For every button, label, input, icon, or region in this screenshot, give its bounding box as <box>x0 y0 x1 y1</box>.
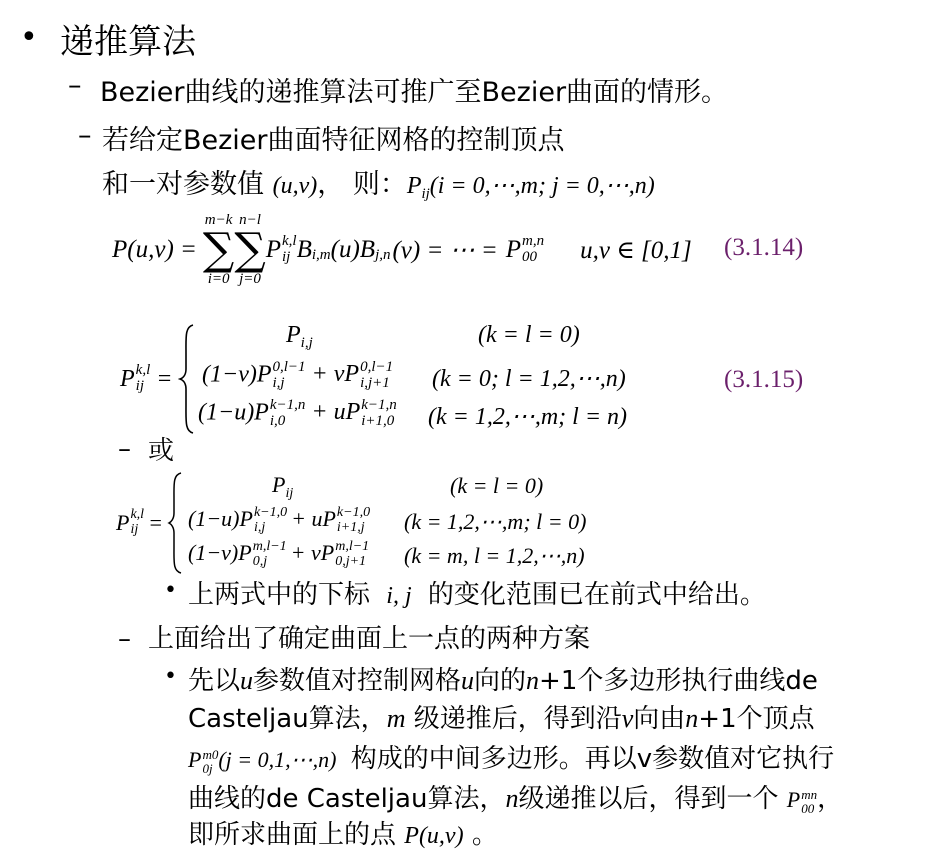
sigma-icon: ∑ <box>234 224 266 275</box>
note2-l2-n: n <box>685 704 699 733</box>
sum2-bot: j=0 <box>239 271 261 287</box>
note2-l3-sup: m0 <box>202 747 219 763</box>
note2-l3-sub: 0j <box>202 760 213 776</box>
eq315-row2-b-sub: i,j+1 <box>360 374 390 391</box>
dash-marker: – <box>68 70 82 101</box>
equation-3-1-15 <box>120 322 196 436</box>
eq315-row3-b-sub: i+1,0 <box>361 412 395 429</box>
or-text: 或 <box>148 436 175 466</box>
alt-row3 <box>188 540 369 570</box>
note2-line1 <box>188 660 818 697</box>
note2-l1-d: +1个多边形执行曲线de <box>539 666 818 696</box>
note1-math: i, j <box>386 583 412 609</box>
eq314-term-p-sub: ij <box>282 249 291 265</box>
eq314-term-p: P <box>265 236 282 263</box>
note2-l3-range: (j = 0,1,⋯,n) <box>218 747 337 772</box>
dash-marker: – <box>78 120 92 151</box>
dash-marker: – <box>118 434 131 464</box>
eq314-b1-arg: (u) <box>330 236 360 263</box>
eq315-row2-a-sub: i,j <box>272 374 285 391</box>
equation-3-1-14: P(u,v) = m−k ∑ i=0 n−l ∑ j=0 P k,l ij B $_{i,m}$ (u) B $_{j,n}$ (v) = ⋯ = P m,n 00 u,v ∈ [0,1] <box>112 212 692 287</box>
sum1 <box>203 213 234 287</box>
alt-row2-a: (1−u)P <box>188 506 253 531</box>
eq314-lhs: P(u,v) = <box>112 236 197 263</box>
item2-line1: 若给定Bezier曲面特征网格的控制顶点 <box>102 125 565 156</box>
eq315-eq: = <box>156 365 173 392</box>
note2-l2-a: Casteljau算法， <box>188 704 387 734</box>
sigma-icon: ∑ <box>202 224 235 275</box>
left-brace-icon <box>178 323 196 435</box>
eq315-row2-cond: (k = 0; l = 1,2,⋯,n) <box>432 366 626 392</box>
left-brace-icon <box>167 471 183 575</box>
alt-row2-b-sup: k−1,0 <box>336 505 371 521</box>
eq315-lhs-sup: k,l <box>135 362 151 379</box>
pij-sub: ij <box>421 186 430 203</box>
note1-text-a: 上两式中的下标 <box>188 580 371 610</box>
eq314-result-sup: m,n <box>522 233 545 250</box>
alt-row3-a: (1−v)P <box>188 540 252 565</box>
note2-l4-sup: mn <box>801 787 818 803</box>
alt-row3-b-sup: m,l−1 <box>335 539 370 555</box>
note2-l4-b: 级递推以后，得到一个 <box>518 784 779 814</box>
eq314-b2-arg: (v) = ⋯ = <box>392 237 498 264</box>
uv-math: (u,v) <box>272 173 318 199</box>
eq315-row3-cond: (k = 1,2,⋯,m; l = n) <box>428 404 628 430</box>
alt-row2 <box>188 506 370 536</box>
note2-l1-a: 先以 <box>188 666 241 696</box>
note2-l3-p: P <box>188 747 202 772</box>
alt-lhs-sup: k,l <box>130 507 145 523</box>
note2-line4 <box>188 778 843 816</box>
eq315-row3-b: + uP <box>311 399 361 426</box>
equation-number: (3.1.15) <box>724 366 804 393</box>
note2-line3 <box>188 738 834 776</box>
pij-base: P <box>406 173 422 199</box>
alt-row2-b-sub: i+1,j <box>336 519 365 535</box>
eq314-b1: B <box>296 236 312 263</box>
pij-range: (i = 0,⋯,m; j = 0,⋯,n) <box>429 173 655 199</box>
note2-l1-b: 参数值对控制网格 <box>253 666 462 696</box>
eq315-row3 <box>198 398 397 430</box>
alt-row1-p: P <box>272 472 286 497</box>
eq315-lhs-p: P <box>120 365 135 392</box>
alt-row2-a-sup: k−1,0 <box>253 505 288 521</box>
alt-row2-a-sub: i,j <box>253 519 266 535</box>
note2-l4-a: 曲线的de Casteljau算法， <box>188 784 506 814</box>
equation-alt <box>116 470 183 576</box>
note2-line2 <box>188 698 815 735</box>
eq314-domain: u,v ∈ [0,1] <box>580 237 692 264</box>
alt-eq: = <box>148 510 163 535</box>
note2-l1-u: u <box>240 666 254 695</box>
alt-lhs-p: P <box>116 510 130 535</box>
alt-row3-a-sub: 0,j <box>252 553 268 569</box>
eq315-row1-sub: i,j <box>300 335 313 352</box>
note2-l4-sub: 00 <box>801 800 815 816</box>
note2-l1-u2: u <box>461 666 475 695</box>
note2-l2-m: m <box>386 704 406 733</box>
note2-l2-c: 向由 <box>633 704 686 734</box>
note2-l4-p: P <box>786 787 801 812</box>
eq314-result-sub: 00 <box>522 249 538 265</box>
eq315-row2-b-sup: 0,l−1 <box>360 359 394 375</box>
sum1-top: m−k <box>204 212 233 228</box>
eq315-row2-b: + vP <box>311 361 360 388</box>
eq315-row1 <box>286 322 313 352</box>
eq315-row2-a: (1−v)P <box>202 361 272 388</box>
eq314-result: P <box>505 236 522 263</box>
eq315-row3-a-sup: k−1,n <box>269 397 306 413</box>
note2-l5-a: 即所求曲面上的点 <box>188 820 397 850</box>
item2-line2-prefix: 和一对参数值 <box>102 169 264 200</box>
note2-line5 <box>188 814 498 851</box>
alt-row2-b: + uP <box>291 506 336 531</box>
eq314-b2: B <box>359 236 376 263</box>
note2-l2-b: 级递推后，得到沿 <box>405 704 622 734</box>
item1-text: Bezier曲线的递推算法可推广至Bezier曲面的情形。 <box>100 77 729 108</box>
alt-row3-b: + vP <box>290 540 335 565</box>
alt-lhs-sub: ij <box>130 522 139 537</box>
sum1-bot: i=0 <box>207 271 230 287</box>
bullet-marker: • <box>164 664 177 689</box>
note2-l2-v: v <box>621 704 634 733</box>
item2-then: 则： <box>352 169 407 200</box>
bullet-marker: • <box>20 20 38 55</box>
alt-row1-cond: (k = l = 0) <box>450 473 544 498</box>
note2-l1-c: 向的 <box>474 666 527 696</box>
item2-line2 <box>102 162 655 201</box>
alt-row3-b-sub: 0,j+1 <box>335 553 367 569</box>
note2-l3-text: 构成的中间多边形。再以v参数值对它执行 <box>350 744 835 774</box>
eq315-row3-b-sup: k−1,n <box>361 397 397 413</box>
eq315-row3-a: (1−u)P <box>198 399 269 426</box>
note2-l5-b: 。 <box>471 820 498 850</box>
alt-row1 <box>272 472 294 501</box>
eq315-row3-a-sub: i,0 <box>269 412 286 429</box>
alt-row2-cond: (k = 1,2,⋯,m; l = 0) <box>404 509 587 534</box>
dash-marker: – <box>118 624 131 654</box>
eq315-row2 <box>202 360 393 392</box>
eq315-row1-cond: (k = l = 0) <box>478 322 580 348</box>
note2-l4-n: n <box>505 784 519 813</box>
note2-l1-n: n <box>526 666 540 695</box>
note1-text-b: 的变化范围已在前式中给出。 <box>427 580 766 610</box>
alt-row3-cond: (k = m, l = 1,2,⋯,n) <box>404 543 585 568</box>
eq314-term-p-sup: k,l <box>282 233 297 250</box>
item3-text: 上面给出了确定曲面上一点的两种方案 <box>148 624 591 654</box>
eq315-lhs-sub: ij <box>135 378 145 394</box>
eq315-row1-p: P <box>286 322 301 348</box>
equation-number: (3.1.14) <box>724 234 804 261</box>
alt-row1-sub: ij <box>285 485 294 501</box>
item2-comma: ， <box>317 169 345 200</box>
sum2-top: n−l <box>239 212 261 228</box>
section-title: 递推算法 <box>60 22 196 62</box>
note2-l4-c: ， <box>817 784 844 814</box>
alt-row3-a-sup: m,l−1 <box>252 539 287 555</box>
note1-text <box>188 574 766 611</box>
note2-l5-math: P(u,v) <box>404 823 464 849</box>
eq315-row2-a-sup: 0,l−1 <box>272 359 306 375</box>
note2-l2-d: +1个顶点 <box>698 704 815 734</box>
bullet-marker: • <box>164 578 177 603</box>
sum2 <box>234 213 265 287</box>
